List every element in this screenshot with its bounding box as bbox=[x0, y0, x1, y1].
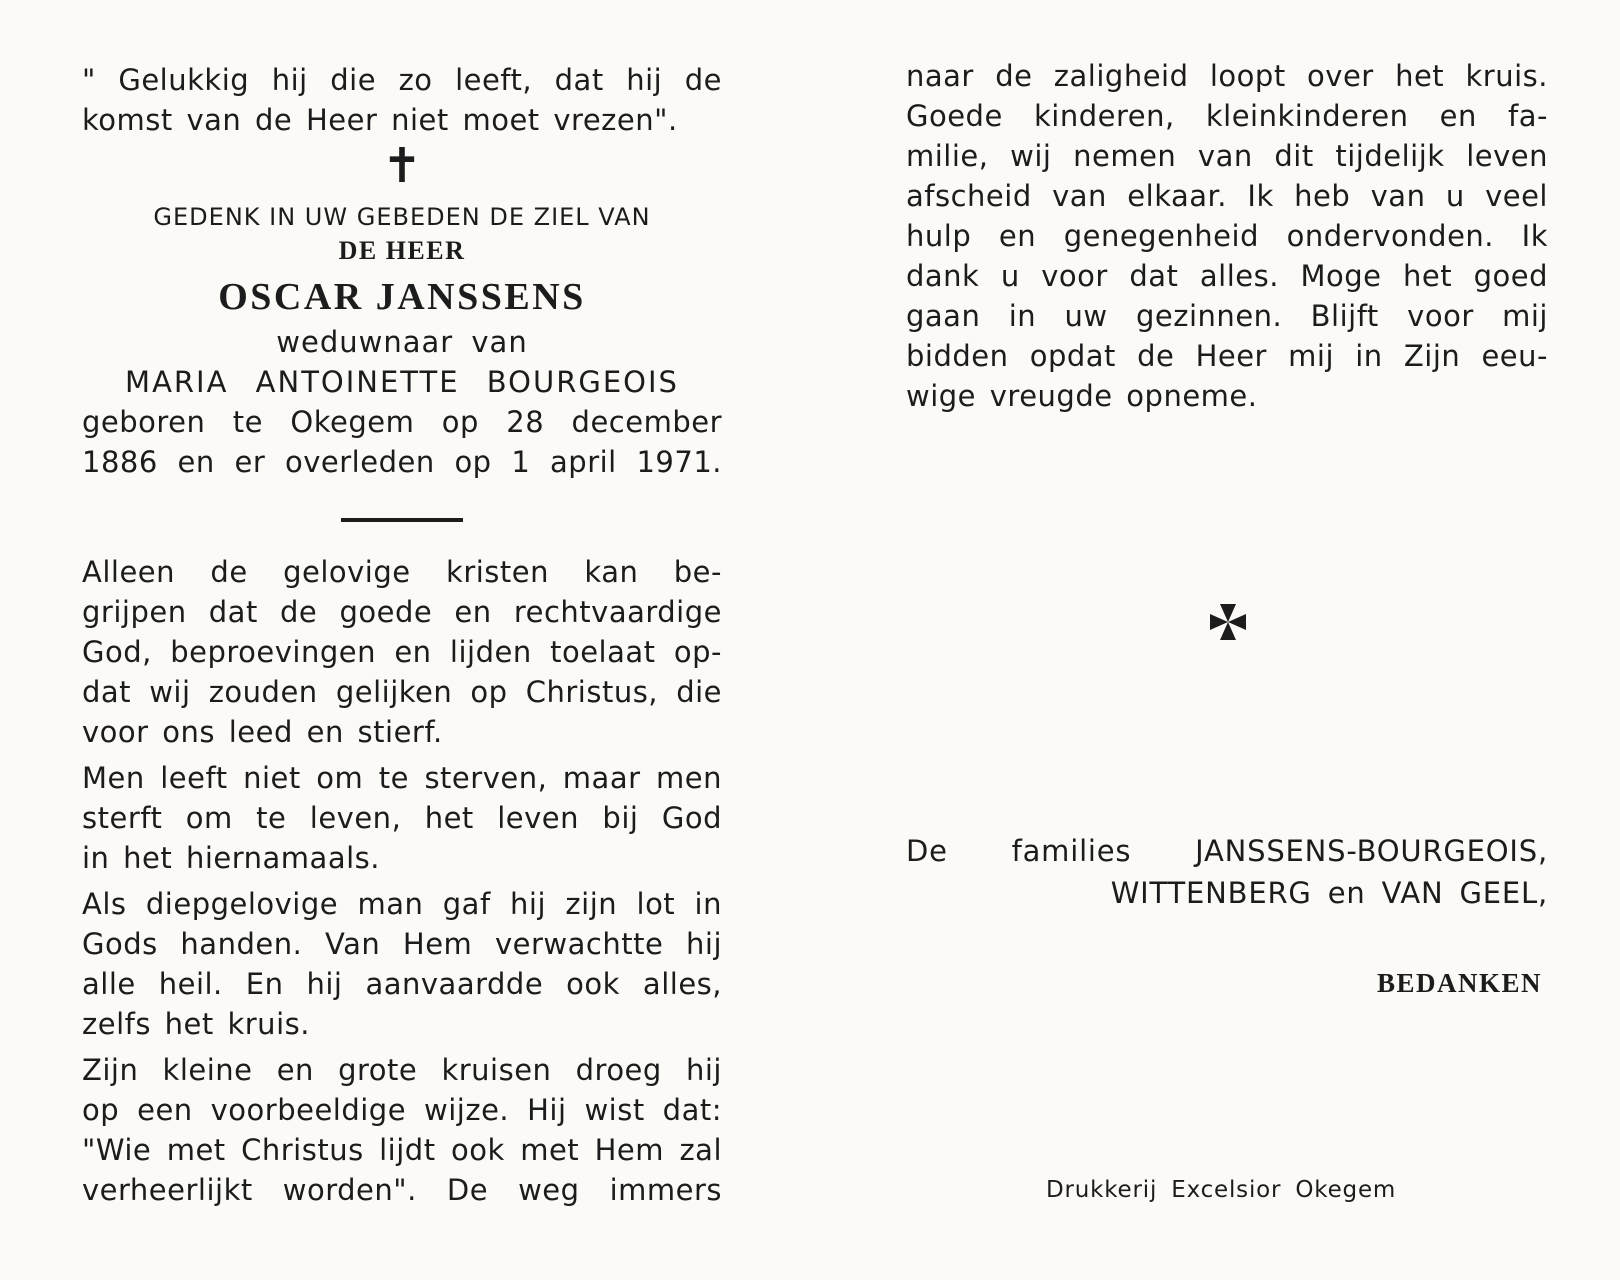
remembrance-heading: GEDENK IN UW GEBEDEN DE ZIEL VAN bbox=[153, 203, 651, 231]
paragraph-line: God, beproevingen en lijden toelaat op- bbox=[82, 635, 722, 669]
families-signature bbox=[906, 830, 1548, 914]
farewell-text bbox=[906, 56, 1548, 416]
quote-line-2 bbox=[82, 100, 722, 140]
paragraph-3 bbox=[82, 884, 722, 1044]
farewell-line: Goede kinderen, kleinkinderen en fa- bbox=[906, 99, 1548, 133]
spouse-name: MARIA ANTOINETTE BOURGEOIS bbox=[125, 365, 679, 399]
maltese-cross-icon bbox=[1208, 602, 1248, 642]
left-column bbox=[82, 60, 722, 1210]
quote-line-1: " Gelukkig hij die zo leeft, dat hij de bbox=[82, 63, 722, 97]
farewell-line: bidden opdat de Heer mij in Zijn eeu- bbox=[906, 339, 1548, 373]
farewell-line: gaan in uw gezinnen. Blijft voor mij bbox=[906, 299, 1548, 333]
deceased-name: OSCAR JANSSENS bbox=[218, 276, 586, 318]
farewell-line: wige vreugde opneme. bbox=[906, 379, 1258, 413]
farewell-line: naar de zaligheid loopt over het kruis. bbox=[906, 59, 1548, 93]
paragraph-line: in het hiernamaals. bbox=[82, 841, 380, 875]
thanks-label: BEDANKEN bbox=[1376, 968, 1542, 998]
families-line-1: De families JANSSENS-BOURGEOIS, bbox=[906, 834, 1548, 868]
paragraph-line: "Wie met Christus lijdt ook met Hem zal bbox=[82, 1133, 722, 1167]
widower-of-label: weduwnaar van bbox=[276, 325, 528, 359]
paragraph-line: Zijn kleine en grote kruisen droeg hij bbox=[82, 1053, 722, 1087]
paragraph-1 bbox=[82, 552, 722, 752]
farewell-line: afscheid van elkaar. Ik heb van u veel bbox=[906, 179, 1548, 213]
paragraph-line: Als diepgelovige man gaf hij zijn lot in bbox=[82, 887, 722, 921]
farewell-line: dank u voor dat alles. Moge het goed bbox=[906, 259, 1548, 293]
paragraph-4 bbox=[82, 1050, 722, 1210]
latin-cross-icon: ✝ bbox=[381, 138, 423, 194]
paragraph-line: op een voorbeeldige wijze. Hij wist dat: bbox=[82, 1093, 722, 1127]
paragraph-line: alle heil. En hij aanvaardde ook alles, bbox=[82, 967, 722, 1001]
birth-line-2: 1886 en er overleden op 1 april 1971. bbox=[82, 445, 722, 479]
paragraph-line: grijpen dat de goede en rechtvaardige bbox=[82, 595, 722, 629]
paragraph-line: sterft om te leven, het leven bij God bbox=[82, 801, 722, 835]
farewell-line: milie, wij nemen van dit tijdelijk leven bbox=[906, 139, 1548, 173]
farewell-line: hulp en genegenheid ondervonden. Ik bbox=[906, 219, 1548, 253]
paragraph-2 bbox=[82, 758, 722, 878]
paragraph-line: zelfs het kruis. bbox=[82, 1007, 310, 1041]
paragraph-line: Gods handen. Van Hem verwachtte hij bbox=[82, 927, 722, 961]
paragraph-line: Alleen de gelovige kristen kan be- bbox=[82, 555, 722, 589]
divider-rule bbox=[341, 518, 463, 522]
birth-line-1: geboren te Okegem op 28 december bbox=[82, 405, 722, 439]
paragraph-line: verheerlijkt worden". De weg immers bbox=[82, 1173, 722, 1207]
honorific-title: DE HEER bbox=[338, 236, 466, 265]
families-line-2: WITTENBERG en VAN GEEL, bbox=[1110, 876, 1548, 910]
paragraph-line: Men leeft niet om te sterven, maar men bbox=[82, 761, 722, 795]
paragraph-line: dat wij zouden gelijken op Christus, die bbox=[82, 675, 722, 709]
paragraph-line: voor ons leed en stierf. bbox=[82, 715, 443, 749]
quote-line-2-text: komst van de Heer niet moet vrezen". bbox=[82, 103, 678, 137]
printer-credit: Drukkerij Excelsior Okegem bbox=[1046, 1177, 1397, 1203]
right-column bbox=[906, 56, 1548, 416]
